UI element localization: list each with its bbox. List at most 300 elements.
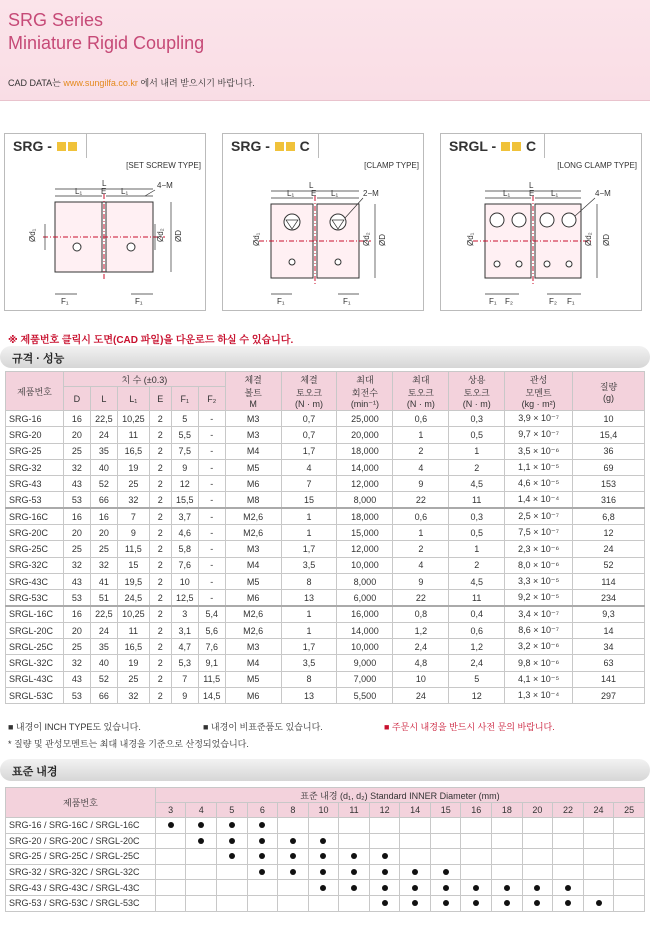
svg-text:L₁: L₁ — [503, 189, 511, 198]
spec-cell: 4,5 — [449, 476, 505, 492]
bore-cell — [278, 880, 309, 896]
bore-cell — [186, 880, 217, 896]
spec-cell: 15,000 — [337, 525, 393, 541]
bore-size-header: 12 — [369, 803, 400, 818]
bore-cell — [461, 849, 492, 865]
bore-cell — [614, 818, 645, 834]
part-number-link[interactable]: SRGL-43C — [6, 671, 64, 687]
spec-cell: 7,000 — [337, 671, 393, 687]
spec-cell: 16 — [63, 508, 90, 524]
spec-cell: 13 — [281, 688, 337, 704]
spec-cell: 3,2 × 10⁻⁶ — [505, 639, 573, 655]
spec-cell: 2 — [149, 411, 171, 427]
spec-cell: - — [198, 443, 225, 459]
bore-part-label: SRG-25 / SRG-25C / SRGL-25C — [6, 849, 156, 865]
available-dot-icon — [229, 822, 235, 828]
bore-col-header-title: 표준 내경 (d₁, d₂) Standard INNER Diameter (mm) — [155, 788, 644, 803]
bore-cell — [369, 818, 400, 834]
bore-cell — [430, 895, 461, 911]
spec-cell: 36 — [573, 443, 645, 459]
spec-cell: 34 — [573, 639, 645, 655]
bore-cell — [553, 864, 584, 880]
spec-cell: 0,8 — [393, 606, 449, 622]
spec-cell: 3,7 — [171, 508, 198, 524]
bore-cell — [614, 880, 645, 896]
spec-cell: 16,000 — [337, 606, 393, 622]
bore-cell — [339, 895, 370, 911]
spec-cell: - — [198, 427, 225, 443]
spec-cell: 9 — [393, 476, 449, 492]
spec-cell: 16 — [90, 508, 117, 524]
bore-cell — [339, 849, 370, 865]
svg-text:F₂: F₂ — [549, 297, 557, 306]
spec-cell: 2,5 × 10⁻⁷ — [505, 508, 573, 524]
spec-cell: 8,000 — [337, 573, 393, 589]
bore-cell — [583, 818, 614, 834]
bore-table — [5, 787, 645, 912]
spec-cell: 9,000 — [337, 655, 393, 671]
spec-cell: 0,4 — [449, 606, 505, 622]
col-header-F2: F₂ — [198, 387, 225, 411]
spec-row — [6, 459, 645, 475]
bore-cell — [461, 864, 492, 880]
spec-cell: - — [198, 541, 225, 557]
available-dot-icon — [259, 869, 265, 875]
spec-cell: M5 — [225, 459, 281, 475]
bore-cell — [247, 818, 278, 834]
spec-cell: 8 — [281, 573, 337, 589]
bore-cell — [216, 864, 247, 880]
available-dot-icon — [565, 885, 571, 891]
part-number-link[interactable]: SRG-16 — [6, 411, 64, 427]
spec-cell: 25 — [63, 443, 90, 459]
spec-cell: 1 — [449, 541, 505, 557]
bore-size-header: 20 — [522, 803, 553, 818]
part-number-link[interactable]: SRGL-25C — [6, 639, 64, 655]
spec-cell: 15 — [117, 557, 149, 573]
svg-text:E: E — [101, 187, 107, 196]
part-number-link[interactable]: SRGL-53C — [6, 688, 64, 704]
spec-row — [6, 590, 645, 606]
bore-cell — [583, 895, 614, 911]
col-header-torque: 체결 토오크 (N · m) — [281, 372, 337, 411]
spec-cell: 66 — [90, 492, 117, 508]
spec-cell: 297 — [573, 688, 645, 704]
svg-text:F₁: F₁ — [567, 297, 575, 306]
note-order: ■ 주문시 내경을 반드시 사전 문의 바랍니다. — [384, 722, 555, 732]
bore-part-label: SRG-16 / SRG-16C / SRGL-16C — [6, 818, 156, 834]
svg-text:4−M: 4−M — [595, 189, 611, 198]
available-dot-icon — [443, 900, 449, 906]
spec-row — [6, 476, 645, 492]
spec-cell: 316 — [573, 492, 645, 508]
diagram-set-screw — [4, 133, 206, 311]
part-number-link[interactable]: SRGL-16C — [6, 606, 64, 622]
col-header-inertia: 관성 모멘트 (kg · m²) — [505, 372, 573, 411]
bore-cell — [216, 833, 247, 849]
spec-cell: 19 — [117, 459, 149, 475]
available-dot-icon — [473, 900, 479, 906]
spec-cell: 24 — [90, 427, 117, 443]
spec-cell: 32 — [63, 557, 90, 573]
spec-cell: 20 — [63, 622, 90, 638]
bore-cell — [430, 880, 461, 896]
available-dot-icon — [382, 885, 388, 891]
spec-cell: 14,000 — [337, 622, 393, 638]
spec-cell: 5,8 — [171, 541, 198, 557]
available-dot-icon — [534, 900, 540, 906]
spec-cell: - — [198, 557, 225, 573]
bore-cell — [369, 849, 400, 865]
svg-text:Ød₁: Ød₁ — [466, 232, 475, 246]
bore-cell — [522, 895, 553, 911]
bore-size-header: 16 — [461, 803, 492, 818]
available-dot-icon — [443, 869, 449, 875]
spec-cell: 53 — [63, 590, 90, 606]
spec-cell: 2 — [149, 427, 171, 443]
bore-cell — [155, 864, 186, 880]
diagram-clamp — [222, 133, 424, 311]
spec-cell: 3,9 × 10⁻⁷ — [505, 411, 573, 427]
spec-cell: 1 — [281, 622, 337, 638]
part-number-link[interactable]: SRG-25C — [6, 541, 64, 557]
spec-cell: 5,500 — [337, 688, 393, 704]
bore-cell — [400, 895, 431, 911]
spec-cell: 12 — [171, 476, 198, 492]
part-number-link[interactable]: SRG-32C — [6, 557, 64, 573]
bore-cell — [553, 849, 584, 865]
svg-text:L₁: L₁ — [121, 187, 129, 196]
bore-size-header: 5 — [216, 803, 247, 818]
bore-cell — [583, 833, 614, 849]
long-clamp-drawing — [441, 134, 643, 312]
available-dot-icon — [351, 869, 357, 875]
spec-cell: 16,5 — [117, 443, 149, 459]
bore-cell — [492, 895, 523, 911]
svg-text:L: L — [102, 179, 107, 188]
spec-cell: 7,5 × 10⁻⁷ — [505, 525, 573, 541]
spec-cell: M6 — [225, 590, 281, 606]
spec-cell: 9 — [171, 688, 198, 704]
spec-cell: 4 — [281, 459, 337, 475]
spec-cell: 16 — [63, 606, 90, 622]
bore-cell — [278, 849, 309, 865]
spec-cell: 8,6 × 10⁻⁷ — [505, 622, 573, 638]
available-dot-icon — [320, 885, 326, 891]
spec-cell: M5 — [225, 573, 281, 589]
spec-cell: 9 — [171, 459, 198, 475]
spec-cell: 16 — [63, 411, 90, 427]
available-dot-icon — [290, 838, 296, 844]
available-dot-icon — [382, 853, 388, 859]
bore-cell — [614, 864, 645, 880]
col-header-mass: 질량 (g) — [573, 372, 645, 411]
spec-cell: 8,0 × 10⁻⁶ — [505, 557, 573, 573]
col-header-L: L — [90, 387, 117, 411]
spec-cell: 1,4 × 10⁻⁴ — [505, 492, 573, 508]
spec-cell: M4 — [225, 557, 281, 573]
col-header-part: 제품번호 — [6, 372, 64, 411]
spec-cell: 141 — [573, 671, 645, 687]
part-number-link[interactable]: SRG-53C — [6, 590, 64, 606]
spec-cell: - — [198, 459, 225, 475]
part-number-link[interactable]: SRG-25 — [6, 443, 64, 459]
bore-size-header: 4 — [186, 803, 217, 818]
spec-cell: 11,5 — [198, 671, 225, 687]
spec-cell: M2,6 — [225, 606, 281, 622]
bore-cell — [216, 849, 247, 865]
col-header-speed: 최대 회전수 (min⁻¹) — [337, 372, 393, 411]
part-number-link[interactable]: SRGL-20C — [6, 622, 64, 638]
available-dot-icon — [351, 853, 357, 859]
bore-cell — [400, 864, 431, 880]
spec-row — [6, 639, 645, 655]
svg-text:Ød₂: Ød₂ — [584, 232, 593, 246]
spec-cell: M3 — [225, 541, 281, 557]
spec-cell: 63 — [573, 655, 645, 671]
part-number-link[interactable]: SRG-20C — [6, 525, 64, 541]
spec-cell: 20 — [90, 525, 117, 541]
col-header-F1: F₁ — [171, 387, 198, 411]
spec-row — [6, 655, 645, 671]
spec-cell: 2 — [149, 639, 171, 655]
available-dot-icon — [504, 900, 510, 906]
svg-text:E: E — [311, 189, 317, 198]
spec-row — [6, 427, 645, 443]
available-dot-icon — [473, 885, 479, 891]
available-dot-icon — [168, 822, 174, 828]
bore-cell — [461, 818, 492, 834]
diagram-long-clamp — [440, 133, 642, 311]
spec-row — [6, 557, 645, 573]
spec-row — [6, 606, 645, 622]
col-header-bolt: 체결 볼트 M — [225, 372, 281, 411]
spec-cell: 43 — [63, 476, 90, 492]
bore-row — [6, 864, 645, 880]
spec-cell: 1 — [281, 525, 337, 541]
bore-cell — [247, 849, 278, 865]
spec-cell: M4 — [225, 443, 281, 459]
spec-cell: 1,7 — [281, 443, 337, 459]
spec-cell: 2,4 — [449, 655, 505, 671]
spec-cell: M2,6 — [225, 622, 281, 638]
spec-cell: 2 — [149, 671, 171, 687]
spec-cell: 24,5 — [117, 590, 149, 606]
spec-cell: - — [198, 476, 225, 492]
available-dot-icon — [198, 822, 204, 828]
svg-text:L₁: L₁ — [287, 189, 295, 198]
bore-cell — [522, 833, 553, 849]
spec-cell: 7 — [281, 476, 337, 492]
svg-text:Ød₂: Ød₂ — [156, 228, 165, 242]
svg-text:ØD: ØD — [174, 230, 183, 242]
bore-cell — [553, 880, 584, 896]
bore-size-header: 8 — [278, 803, 309, 818]
bore-cell — [400, 849, 431, 865]
spec-cell: M4 — [225, 655, 281, 671]
spec-cell: 2 — [149, 655, 171, 671]
bore-cell — [522, 849, 553, 865]
bore-cell — [400, 833, 431, 849]
spec-cell: 2 — [149, 688, 171, 704]
bore-cell — [583, 880, 614, 896]
bore-cell — [430, 864, 461, 880]
spec-cell: 9,8 × 10⁻⁶ — [505, 655, 573, 671]
spec-cell: M5 — [225, 671, 281, 687]
spec-cell: 15,4 — [573, 427, 645, 443]
spec-cell: 19 — [117, 655, 149, 671]
part-number-link[interactable]: SRG-16C — [6, 508, 64, 524]
svg-text:4−M: 4−M — [157, 181, 173, 190]
bore-cell — [339, 833, 370, 849]
spec-cell: 2 — [149, 476, 171, 492]
spec-cell: 2 — [149, 573, 171, 589]
part-number-link[interactable]: SRG-20 — [6, 427, 64, 443]
spec-cell: 1,7 — [281, 639, 337, 655]
spec-cell: 5,5 — [171, 427, 198, 443]
spec-cell: 9,7 × 10⁻⁷ — [505, 427, 573, 443]
spec-cell: 22 — [393, 492, 449, 508]
spec-cell: 2 — [449, 557, 505, 573]
series-title: SRG Series — [8, 10, 104, 30]
spec-row — [6, 541, 645, 557]
spec-cell: 0,7 — [281, 411, 337, 427]
spec-cell: 2 — [393, 443, 449, 459]
bore-cell — [614, 895, 645, 911]
spec-cell: 52 — [573, 557, 645, 573]
svg-text:F₂: F₂ — [505, 297, 513, 306]
bore-cell — [339, 818, 370, 834]
available-dot-icon — [229, 853, 235, 859]
bore-cell — [553, 895, 584, 911]
spec-cell: 18,000 — [337, 443, 393, 459]
svg-text:F₁: F₁ — [489, 297, 497, 306]
spec-cell: 2,3 × 10⁻⁶ — [505, 541, 573, 557]
bore-cell — [155, 880, 186, 896]
spec-cell: - — [198, 525, 225, 541]
spec-cell: 7 — [171, 671, 198, 687]
spec-row — [6, 671, 645, 687]
svg-text:L: L — [309, 181, 314, 190]
bore-cell — [278, 864, 309, 880]
available-dot-icon — [596, 900, 602, 906]
bore-cell — [369, 864, 400, 880]
spec-cell: 32 — [63, 459, 90, 475]
svg-text:L₁: L₁ — [75, 187, 83, 196]
spec-cell: - — [198, 573, 225, 589]
bore-cell — [339, 880, 370, 896]
svg-text:F₁: F₁ — [135, 297, 143, 306]
bore-cell — [522, 864, 553, 880]
spec-cell: 16,5 — [117, 639, 149, 655]
spec-cell: 35 — [90, 639, 117, 655]
spec-cell: 2 — [149, 606, 171, 622]
bore-cell — [278, 818, 309, 834]
spec-cell: - — [198, 411, 225, 427]
spec-cell: M8 — [225, 492, 281, 508]
spec-cell: 2,4 — [393, 639, 449, 655]
spec-cell: 25,000 — [337, 411, 393, 427]
available-dot-icon — [565, 900, 571, 906]
spec-cell: 69 — [573, 459, 645, 475]
spec-cell: 1,7 — [281, 541, 337, 557]
spec-cell: 12,000 — [337, 476, 393, 492]
spec-cell: 66 — [90, 688, 117, 704]
spec-cell: 2 — [393, 541, 449, 557]
bore-row — [6, 818, 645, 834]
spec-cell: 4,6 × 10⁻⁵ — [505, 476, 573, 492]
spec-cell: 5,4 — [198, 606, 225, 622]
spec-row — [6, 508, 645, 524]
spec-cell: 22 — [393, 590, 449, 606]
available-dot-icon — [320, 853, 326, 859]
cad-download-info: CAD DATA는 www.sungilfa.co.kr 에서 내려 받으시기 바랍니다. — [8, 78, 255, 88]
spec-cell: 114 — [573, 573, 645, 589]
spec-cell: M6 — [225, 688, 281, 704]
bore-row — [6, 880, 645, 896]
cad-click-notice: ※ 제품번호 클릭시 도면(CAD 파일)을 다운로드 하실 수 있습니다. — [8, 335, 294, 346]
spec-cell: 15,5 — [171, 492, 198, 508]
cad-website-link[interactable]: www.sungilfa.co.kr — [63, 78, 138, 88]
part-number-link[interactable]: SRG-43 — [6, 476, 64, 492]
available-dot-icon — [259, 838, 265, 844]
spec-cell: 1,3 × 10⁻⁴ — [505, 688, 573, 704]
bore-part-label: SRG-20 / SRG-20C / SRGL-20C — [6, 833, 156, 849]
bore-cell — [247, 895, 278, 911]
bore-cell — [216, 880, 247, 896]
available-dot-icon — [382, 900, 388, 906]
bore-cell — [369, 880, 400, 896]
part-number-link[interactable]: SRG-53 — [6, 492, 64, 508]
available-dot-icon — [412, 869, 418, 875]
bore-size-header: 14 — [400, 803, 431, 818]
spec-cell: 2 — [149, 541, 171, 557]
bore-cell — [155, 895, 186, 911]
spec-cell: 4,5 — [449, 573, 505, 589]
product-title: Miniature Rigid Coupling — [8, 33, 205, 53]
spec-cell: 1,2 — [393, 622, 449, 638]
bore-cell — [553, 818, 584, 834]
part-number-link[interactable]: SRG-43C — [6, 573, 64, 589]
spec-cell: 32 — [90, 557, 117, 573]
spec-cell: 20 — [63, 427, 90, 443]
part-number-link[interactable]: SRG-32 — [6, 459, 64, 475]
bore-cell — [492, 833, 523, 849]
bore-cell — [369, 895, 400, 911]
spec-cell: 10,000 — [337, 557, 393, 573]
part-number-link[interactable]: SRGL-32C — [6, 655, 64, 671]
bore-cell — [308, 833, 339, 849]
spec-cell: 0,5 — [449, 525, 505, 541]
spec-cell: 234 — [573, 590, 645, 606]
spec-cell: 2 — [149, 492, 171, 508]
available-dot-icon — [320, 838, 326, 844]
available-dot-icon — [290, 869, 296, 875]
bore-part-label: SRG-32 / SRG-32C / SRGL-32C — [6, 864, 156, 880]
bore-col-header-part: 제품번호 — [6, 788, 156, 818]
available-dot-icon — [229, 838, 235, 844]
spec-cell: 153 — [573, 476, 645, 492]
spec-cell: 0,3 — [449, 411, 505, 427]
spec-cell: 51 — [90, 590, 117, 606]
spec-cell: 4,8 — [393, 655, 449, 671]
bore-row — [6, 895, 645, 911]
bore-cell — [278, 833, 309, 849]
spec-cell: 12 — [449, 688, 505, 704]
bore-row — [6, 833, 645, 849]
spec-cell: - — [198, 508, 225, 524]
diagram-tab: SRG - C — [222, 133, 319, 158]
